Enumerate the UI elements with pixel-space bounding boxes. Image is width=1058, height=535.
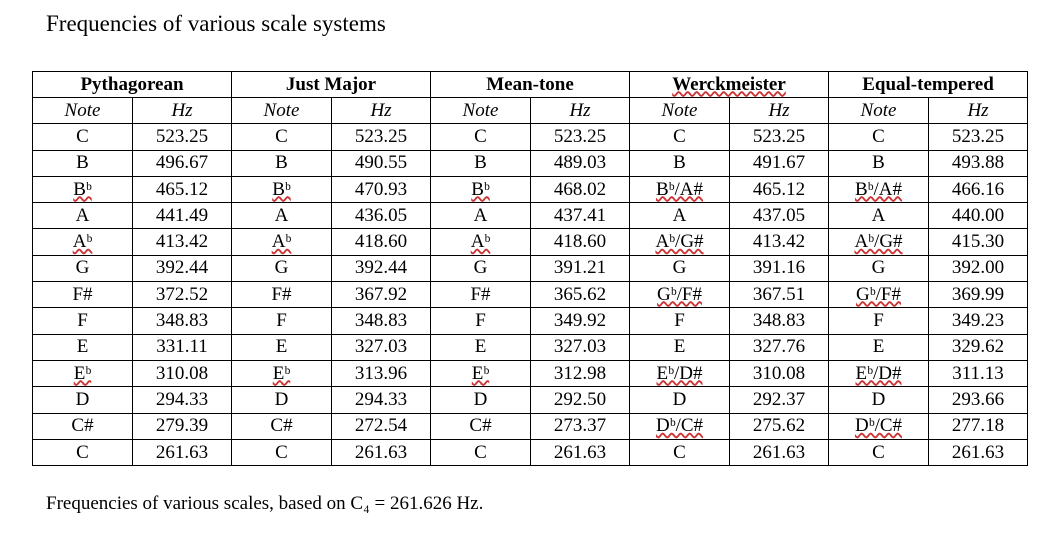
hz-cell: 275.62 bbox=[730, 413, 829, 439]
hz-cell: 523.25 bbox=[929, 124, 1028, 150]
hz-cell: 292.50 bbox=[531, 387, 630, 413]
note-cell: C bbox=[232, 124, 332, 150]
note-cell: B bbox=[232, 150, 332, 176]
note-cell: G bbox=[33, 255, 133, 281]
hz-cell: 490.55 bbox=[332, 150, 431, 176]
table-row bbox=[33, 360, 1028, 386]
hz-cell: 310.08 bbox=[133, 360, 232, 386]
hz-cell: 413.42 bbox=[730, 229, 829, 255]
note-cell: A bbox=[232, 203, 332, 229]
note-cell: G bbox=[829, 255, 929, 281]
note-cell: Dᵇ/C# bbox=[829, 413, 929, 439]
hz-cell: 523.25 bbox=[730, 124, 829, 150]
note-cell: C bbox=[232, 439, 332, 465]
note-cell: C bbox=[829, 439, 929, 465]
hz-cell: 367.51 bbox=[730, 282, 829, 308]
note-cell: C bbox=[431, 439, 531, 465]
hz-cell: 491.67 bbox=[730, 150, 829, 176]
hz-cell: 440.00 bbox=[929, 203, 1028, 229]
hz-cell: 349.92 bbox=[531, 308, 630, 334]
hz-cell: 367.92 bbox=[332, 282, 431, 308]
table-row bbox=[33, 203, 1028, 229]
note-cell: E bbox=[829, 334, 929, 360]
hz-cell: 437.05 bbox=[730, 203, 829, 229]
hz-cell: 331.11 bbox=[133, 334, 232, 360]
hz-cell: 415.30 bbox=[929, 229, 1028, 255]
note-cell: F# bbox=[431, 282, 531, 308]
hz-cell: 489.03 bbox=[531, 150, 630, 176]
hz-cell: 391.16 bbox=[730, 255, 829, 281]
hz-cell: 261.63 bbox=[929, 439, 1028, 465]
note-cell: Eᵇ/D# bbox=[829, 360, 929, 386]
column-header-note: Note bbox=[431, 98, 531, 124]
note-cell: G bbox=[232, 255, 332, 281]
hz-cell: 523.25 bbox=[531, 124, 630, 150]
note-cell: D bbox=[33, 387, 133, 413]
hz-cell: 372.52 bbox=[133, 282, 232, 308]
column-header-note: Note bbox=[829, 98, 929, 124]
hz-cell: 312.98 bbox=[531, 360, 630, 386]
note-cell: D bbox=[630, 387, 730, 413]
note-cell: B bbox=[431, 150, 531, 176]
note-cell: A bbox=[829, 203, 929, 229]
note-cell: Eᵇ bbox=[232, 360, 332, 386]
column-header-note: Note bbox=[232, 98, 332, 124]
hz-cell: 311.13 bbox=[929, 360, 1028, 386]
hz-cell: 310.08 bbox=[730, 360, 829, 386]
system-header-just-major: Just Major bbox=[232, 72, 431, 98]
note-cell: Bᵇ bbox=[33, 176, 133, 202]
note-cell: A bbox=[630, 203, 730, 229]
note-cell: Eᵇ/D# bbox=[630, 360, 730, 386]
note-cell: F bbox=[630, 308, 730, 334]
table-row bbox=[33, 439, 1028, 465]
table-body bbox=[33, 124, 1028, 466]
hz-cell: 369.99 bbox=[929, 282, 1028, 308]
table-row bbox=[33, 282, 1028, 308]
hz-cell: 261.63 bbox=[730, 439, 829, 465]
hz-cell: 349.23 bbox=[929, 308, 1028, 334]
note-cell: Gᵇ/F# bbox=[829, 282, 929, 308]
note-cell: D bbox=[829, 387, 929, 413]
hz-cell: 496.67 bbox=[133, 150, 232, 176]
hz-cell: 261.63 bbox=[531, 439, 630, 465]
hz-cell: 294.33 bbox=[133, 387, 232, 413]
column-header-hz: Hz bbox=[531, 98, 630, 124]
hz-cell: 348.83 bbox=[332, 308, 431, 334]
hz-cell: 293.66 bbox=[929, 387, 1028, 413]
note-cell: F bbox=[431, 308, 531, 334]
system-header-row bbox=[33, 72, 1028, 98]
hz-cell: 392.00 bbox=[929, 255, 1028, 281]
note-cell: A bbox=[431, 203, 531, 229]
hz-cell: 465.12 bbox=[730, 176, 829, 202]
note-cell: E bbox=[33, 334, 133, 360]
note-cell: Bᵇ/A# bbox=[630, 176, 730, 202]
table-row bbox=[33, 176, 1028, 202]
hz-cell: 292.37 bbox=[730, 387, 829, 413]
hz-cell: 441.49 bbox=[133, 203, 232, 229]
hz-cell: 348.83 bbox=[133, 308, 232, 334]
column-header-hz: Hz bbox=[730, 98, 829, 124]
hz-cell: 418.60 bbox=[531, 229, 630, 255]
hz-cell: 413.42 bbox=[133, 229, 232, 255]
hz-cell: 436.05 bbox=[332, 203, 431, 229]
hz-cell: 391.21 bbox=[531, 255, 630, 281]
note-cell: E bbox=[630, 334, 730, 360]
frequency-table bbox=[32, 71, 1028, 466]
column-header-hz: Hz bbox=[929, 98, 1028, 124]
hz-cell: 365.62 bbox=[531, 282, 630, 308]
system-header-mean-tone: Mean-tone bbox=[431, 72, 630, 98]
note-cell: Gᵇ/F# bbox=[630, 282, 730, 308]
note-cell: Aᵇ bbox=[33, 229, 133, 255]
hz-cell: 277.18 bbox=[929, 413, 1028, 439]
note-cell: F# bbox=[232, 282, 332, 308]
note-cell: Bᵇ/A# bbox=[829, 176, 929, 202]
hz-cell: 468.02 bbox=[531, 176, 630, 202]
hz-cell: 523.25 bbox=[332, 124, 431, 150]
document-title: Frequencies of various scale systems bbox=[46, 11, 386, 36]
system-header-werckmeister: Werckmeister bbox=[630, 72, 829, 98]
note-cell: C bbox=[630, 439, 730, 465]
note-cell: Bᵇ bbox=[431, 176, 531, 202]
hz-cell: 327.76 bbox=[730, 334, 829, 360]
hz-cell: 261.63 bbox=[332, 439, 431, 465]
hz-cell: 279.39 bbox=[133, 413, 232, 439]
column-header-hz: Hz bbox=[332, 98, 431, 124]
hz-cell: 272.54 bbox=[332, 413, 431, 439]
system-header-equal-tempered: Equal-tempered bbox=[829, 72, 1028, 98]
hz-cell: 261.63 bbox=[133, 439, 232, 465]
table-row bbox=[33, 150, 1028, 176]
note-cell: Aᵇ bbox=[431, 229, 531, 255]
note-cell: D bbox=[232, 387, 332, 413]
note-cell: B bbox=[33, 150, 133, 176]
column-header-hz: Hz bbox=[133, 98, 232, 124]
note-cell: F bbox=[33, 308, 133, 334]
system-header-pythagorean: Pythagorean bbox=[33, 72, 232, 98]
hz-cell: 329.62 bbox=[929, 334, 1028, 360]
note-cell: C# bbox=[232, 413, 332, 439]
note-cell: B bbox=[630, 150, 730, 176]
note-cell: A bbox=[33, 203, 133, 229]
note-cell: C bbox=[431, 124, 531, 150]
hz-cell: 392.44 bbox=[332, 255, 431, 281]
table-caption: Frequencies of various scales, based on C₄ = 261.626 Hz. bbox=[46, 493, 484, 514]
hz-cell: 493.88 bbox=[929, 150, 1028, 176]
note-cell: C bbox=[630, 124, 730, 150]
hz-cell: 273.37 bbox=[531, 413, 630, 439]
hz-cell: 348.83 bbox=[730, 308, 829, 334]
table-row bbox=[33, 308, 1028, 334]
note-cell: C bbox=[33, 124, 133, 150]
note-cell: Bᵇ bbox=[232, 176, 332, 202]
column-header-note: Note bbox=[630, 98, 730, 124]
note-cell: Eᵇ bbox=[431, 360, 531, 386]
note-cell: C# bbox=[431, 413, 531, 439]
hz-cell: 327.03 bbox=[332, 334, 431, 360]
note-cell: C bbox=[829, 124, 929, 150]
hz-cell: 327.03 bbox=[531, 334, 630, 360]
note-cell: G bbox=[431, 255, 531, 281]
note-cell: Dᵇ/C# bbox=[630, 413, 730, 439]
hz-cell: 470.93 bbox=[332, 176, 431, 202]
column-header-note: Note bbox=[33, 98, 133, 124]
hz-cell: 294.33 bbox=[332, 387, 431, 413]
hz-cell: 466.16 bbox=[929, 176, 1028, 202]
hz-cell: 437.41 bbox=[531, 203, 630, 229]
note-cell: F bbox=[829, 308, 929, 334]
table-row bbox=[33, 413, 1028, 439]
table-row bbox=[33, 387, 1028, 413]
note-cell: D bbox=[431, 387, 531, 413]
table-row bbox=[33, 124, 1028, 150]
note-cell: E bbox=[232, 334, 332, 360]
hz-cell: 392.44 bbox=[133, 255, 232, 281]
note-cell: G bbox=[630, 255, 730, 281]
note-cell: C bbox=[33, 439, 133, 465]
table-row bbox=[33, 255, 1028, 281]
table-row bbox=[33, 334, 1028, 360]
hz-cell: 418.60 bbox=[332, 229, 431, 255]
hz-cell: 523.25 bbox=[133, 124, 232, 150]
note-cell: Aᵇ/G# bbox=[829, 229, 929, 255]
note-cell: F# bbox=[33, 282, 133, 308]
note-cell: E bbox=[431, 334, 531, 360]
table-row bbox=[33, 229, 1028, 255]
hz-cell: 313.96 bbox=[332, 360, 431, 386]
note-cell: C# bbox=[33, 413, 133, 439]
column-header-row bbox=[33, 98, 1028, 124]
note-cell: Aᵇ/G# bbox=[630, 229, 730, 255]
hz-cell: 465.12 bbox=[133, 176, 232, 202]
note-cell: Eᵇ bbox=[33, 360, 133, 386]
note-cell: B bbox=[829, 150, 929, 176]
note-cell: F bbox=[232, 308, 332, 334]
note-cell: Aᵇ bbox=[232, 229, 332, 255]
